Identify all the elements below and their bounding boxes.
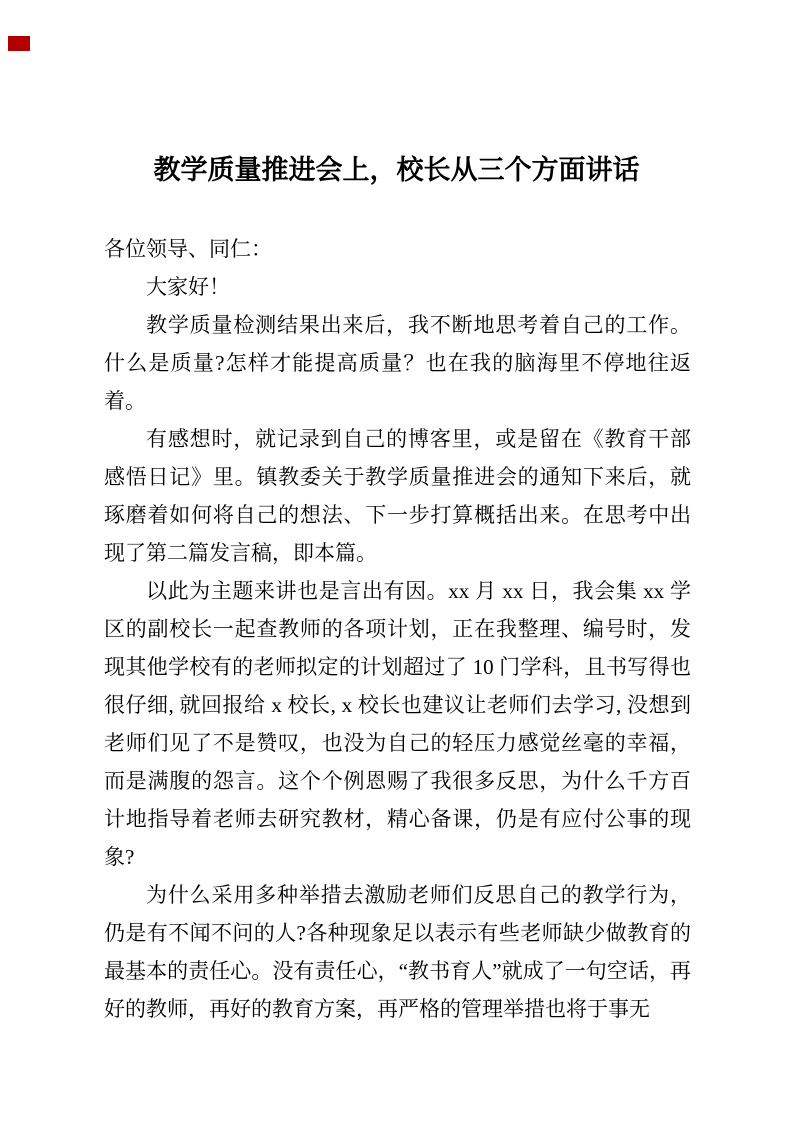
document-title: 教学质量推进会上，校长从三个方面讲话 <box>153 155 640 185</box>
document-body <box>0 230 793 1028</box>
corner-red-mark <box>8 36 30 51</box>
paragraph: 为什么采用多种举措去激励老师们反思自己的教学行为，仍是有不闻不问的人?各种现象足以表示有些老师缺少做教育的最基本的责任心。没有责任心，“教书育人”就成了一句空话，再好的教师，再好的教育方案，再严格的管理举措也将于事无 <box>104 883 691 1021</box>
paragraph-salutation: 各位领导、同仁： <box>104 237 272 261</box>
paragraph: 有感想时，就记录到自己的博客里，或是留在《教育干部感悟日记》里。镇教委关于教学质量推进会的通知下来后，就琢磨着如何将自己的想法、下一步打算概括出来。在思考中出现了第二篇发言稿，即本篇。 <box>104 427 691 565</box>
paragraph: 以此为主题来讲也是言出有因。xx 月 xx 日，我会集 xx 学区的副校长一起查教师的各项计划，正在我整理、编号时，发现其他学校有的老师拟定的计划超过了 10 门学科，且书写得也很仔细, 就回报给 x 校长, x 校长也建议让老师们去学习, 没想到老师们见了不是赞叹，也没为自己的轻压力感觉丝毫的幸福，而是满腹的怨言。这个个例恩赐了我很多反思，为什么千方百计地指导着老师去研究教材，精心备课，仍是有应付公事的现象? <box>104 579 691 869</box>
paragraph: 教学质量检测结果出来后，我不断地思考着自己的工作。什么是质量?怎样才能提高质量？也在我的脑海里不停地往返着。 <box>104 313 691 413</box>
paragraph-greeting: 大家好！ <box>146 275 230 299</box>
